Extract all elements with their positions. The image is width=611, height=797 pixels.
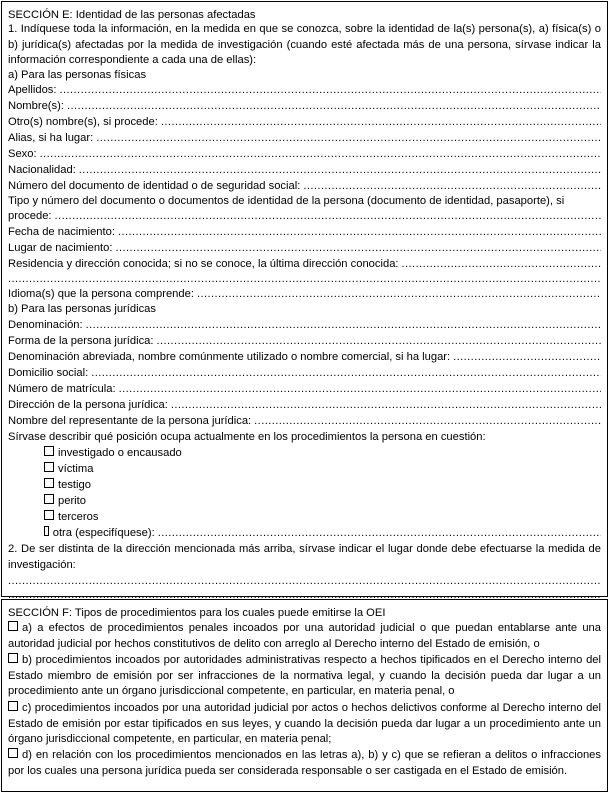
checkbox-victima[interactable]: víctima xyxy=(44,462,93,477)
checkbox-otra[interactable]: otra (especifíquese): ..... xyxy=(44,526,601,541)
checkbox-icon[interactable] xyxy=(44,494,54,504)
field-tipo-documento-label: Tipo y número del documento o documentos de identidad de la persona (documento de identidad, pasaporte), si xyxy=(8,195,565,207)
checkbox-icon[interactable] xyxy=(8,701,18,711)
field-apellidos[interactable]: Apellidos: ..... xyxy=(8,83,601,98)
option-c[interactable]: c) procedimientos incoados por una autoridad judicial por actos o hechos delictivos conforme al Derecho interno del Estado de emisión por estar tipificados en sus leyes, y cuando la decisión pueda dar lugar a un procedimiento ante un órgano jurisdiccional competente, en particular, en materia penal; xyxy=(8,702,601,746)
field-alias[interactable]: Alias, si ha lugar: ..... xyxy=(8,131,601,146)
field-direccion-juridica[interactable]: Dirección de la persona jurídica: ..... xyxy=(8,398,601,413)
field-nombre[interactable]: Nombre(s): ..... xyxy=(8,99,601,114)
section-f-title: SECCIÓN F: Tipos de procedimientos para los cuales puede emitirse la OEI xyxy=(8,607,386,619)
field-numero-matricula[interactable]: Número de matrícula: ..... xyxy=(8,382,601,397)
field-sexo[interactable]: Sexo: ..... xyxy=(8,147,601,162)
field-idioma[interactable]: Idioma(s) que la persona comprende: ..... xyxy=(8,287,601,302)
checkbox-investigado[interactable]: investigado o encausado xyxy=(44,446,182,461)
field-residencia-cont[interactable] xyxy=(8,272,601,287)
field-numero-documento[interactable]: Número del documento de identidad o de seguridad social: ..... xyxy=(8,179,601,194)
section-e-intro: 1. Indíquese toda la información, en la medida en que se conozca, sobre la identidad de la(s) persona(s), a) física(s) o b) jurídica(s) afectadas por la medida de investigación (cuando esté afectada más de una persona, sírvase indicar la información correspondiente a cada una de ellas): xyxy=(8,23,601,66)
checkbox-terceros[interactable]: terceros xyxy=(44,510,98,525)
posicion-question: Sírvase describir qué posición ocupa actualmente en los procedimientos la persona en cuestión: xyxy=(8,431,486,443)
field-forma-juridica[interactable]: Forma de la persona jurídica: ..... xyxy=(8,334,601,349)
field-domicilio-social[interactable]: Domicilio social: ..... xyxy=(8,366,601,381)
section-e-title: SECCIÓN E: Identidad de las personas afectadas xyxy=(8,9,256,21)
section-e-box xyxy=(1,1,608,597)
checkbox-icon[interactable] xyxy=(8,653,18,663)
option-d[interactable]: d) en relación con los procedimientos mencionados en las letras a), b) y c) que se refieran a delitos o infracciones por los cuales una persona jurídica pueda ser considerada responsable o ser castigada en el Estado de emisión. xyxy=(8,749,601,777)
heading-personas-fisicas: a) Para las personas físicas xyxy=(8,69,147,81)
field-residencia[interactable]: Residencia y dirección conocida; si no se conoce, la última dirección conocida: ..... xyxy=(8,257,601,272)
field-otros-nombres[interactable]: Otro(s) nombre(s), si procede: ..... xyxy=(8,115,601,130)
item-2-field-line-1[interactable] xyxy=(8,574,601,589)
field-tipo-documento[interactable]: procede: ..... xyxy=(8,209,601,224)
option-b[interactable]: b) procedimientos incoados por autoridades administrativas respecto a hechos tipificados en el Derecho interno del Estado miembro de emisión por ser infracciones de la normativa legal, y cuando la decisión pueda dar lugar a un procedimiento ante un órgano jurisdiccional competente, en particular, en materia penal, o xyxy=(8,654,601,698)
field-fecha-nacimiento[interactable]: Fecha de nacimiento: ..... xyxy=(8,225,601,240)
field-denominacion[interactable]: Denominación: ..... xyxy=(8,318,601,333)
checkbox-icon[interactable] xyxy=(44,478,54,488)
checkbox-icon[interactable] xyxy=(8,621,18,631)
section-f-box xyxy=(1,599,608,792)
checkbox-icon[interactable] xyxy=(44,526,49,536)
option-a[interactable]: a) a efectos de procedimientos penales incoados por una autoridad judicial o que puedan entablarse ante una autoridad judicial por hechos constitutivos de delito con arreglo al Derecho interno del Estado de emisión, o xyxy=(8,622,601,650)
checkbox-icon[interactable] xyxy=(8,748,18,758)
checkbox-testigo[interactable]: testigo xyxy=(44,478,91,493)
checkbox-icon[interactable] xyxy=(44,462,54,472)
field-denominacion-abreviada[interactable]: Denominación abreviada, nombre comúnmente utilizado o nombre comercial, si ha lugar: ..... xyxy=(8,350,601,365)
heading-personas-juridicas: b) Para las personas jurídicas xyxy=(8,303,156,315)
checkbox-perito[interactable]: perito xyxy=(44,494,86,509)
field-lugar-nacimiento[interactable]: Lugar de nacimiento: ..... xyxy=(8,241,601,256)
field-representante[interactable]: Nombre del representante de la persona jurídica: ..... xyxy=(8,414,601,429)
item-2-text: 2. De ser distinta de la dirección mencionada más arriba, sírvase indicar el lugar donde debe efectuarse la medida de investigación: xyxy=(8,543,601,571)
checkbox-icon[interactable] xyxy=(44,446,54,456)
field-nacionalidad[interactable]: Nacionalidad: ..... xyxy=(8,163,601,178)
checkbox-icon[interactable] xyxy=(44,510,54,520)
